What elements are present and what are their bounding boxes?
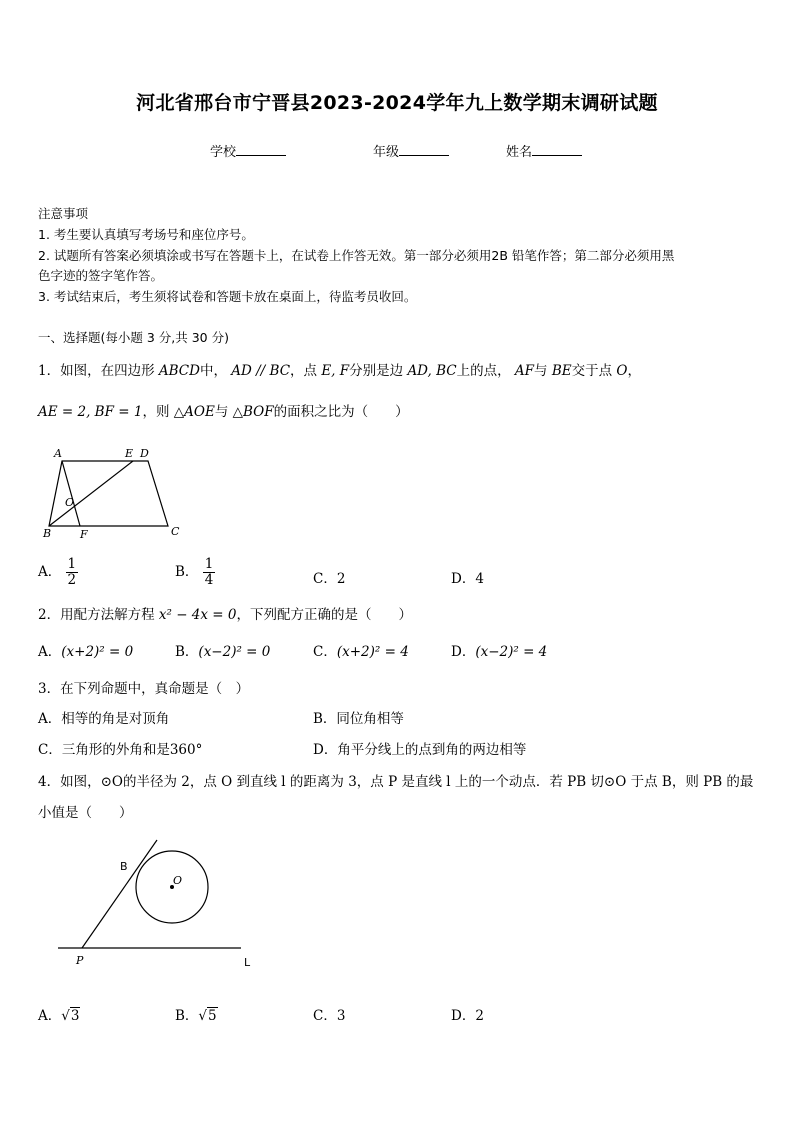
question-1-line-2: AE = 2, BF = 1，则 △AOE与 △BOF的面积之比为（ ）: [38, 404, 409, 420]
school-field[interactable]: [210, 141, 286, 160]
circle-tangent-figure: [45, 830, 275, 975]
label-b: B: [120, 860, 128, 873]
school-label: 学校: [210, 145, 237, 160]
q3-option-a[interactable]: A．相等的角是对顶角: [38, 711, 170, 727]
name-field[interactable]: [506, 141, 582, 160]
q2-option-c[interactable]: C．(x+2)² = 4: [313, 644, 409, 660]
label-b: B: [43, 527, 52, 540]
question-4-line-1: 4．如图，⊙O的半径为 2，点 O 到直线 l 的距离为 3，点 P 是直线 l 上的一个动点．若 PB 切⊙O 于点 B，则 PB 的最: [38, 774, 754, 790]
label-l: L: [244, 956, 251, 969]
note-item-3: 3. 考试结束后，考生须将试卷和答题卡放在桌面上，待监考员收回。: [38, 289, 417, 304]
note-item-1: 1. 考生要认真填写考场号和座位序号。: [38, 227, 254, 242]
label-e: E: [125, 447, 134, 460]
question-1-line-1: 1．如图，在四边形 ABCD中， AD // BC，点 E, F分别是边 AD, BC上的点， AF与 BE交于点 O，: [38, 363, 641, 379]
label-c: C: [171, 525, 180, 538]
q4-option-d[interactable]: D．2: [451, 1008, 484, 1024]
quadrilateral-figure: [35, 440, 195, 545]
q2-option-a[interactable]: A．(x+2)² = 0: [38, 644, 134, 660]
grade-blank[interactable]: [399, 143, 449, 156]
q4-option-b[interactable]: B．√5: [175, 1008, 217, 1024]
label-a: A: [54, 447, 62, 460]
notes-heading: 注意事项: [38, 206, 89, 221]
question-3-stem: 3．在下列命题中，真命题是（ ）: [38, 681, 250, 697]
q3-option-b[interactable]: B．同位角相等: [313, 711, 404, 727]
name-label: 姓名: [506, 145, 533, 160]
label-o: O: [65, 496, 75, 509]
q2-option-d[interactable]: D．(x−2)² = 4: [451, 644, 548, 660]
q3-option-c[interactable]: C．三角形的外角和是360°: [38, 742, 203, 758]
name-blank[interactable]: [532, 143, 582, 156]
q3-option-d[interactable]: D．角平分线上的点到角的两边相等: [313, 742, 527, 758]
note-item-2-cont: 色字迹的签字笔作答。: [38, 268, 164, 283]
q2-option-b[interactable]: B．(x−2)² = 0: [175, 644, 271, 660]
note-item-2: 2. 试题所有答案必须填涂或书写在答题卡上，在试卷上作答无效。第一部分必须用2B 铅笔作答；第二部分必须用黑: [38, 248, 675, 263]
label-o: O: [173, 874, 183, 887]
school-blank[interactable]: [236, 143, 286, 156]
question-2-stem: 2．用配方法解方程 x² − 4x = 0，下列配方正确的是（ ）: [38, 607, 412, 623]
q1-option-a[interactable]: A． $\frac{1}{2}$: [38, 556, 77, 588]
label-f: F: [80, 528, 88, 541]
q4-option-a[interactable]: A．√3: [38, 1008, 80, 1024]
q1-option-d[interactable]: D．4: [451, 571, 484, 587]
q1-option-c[interactable]: C．2: [313, 571, 346, 587]
grade-label: 年级: [373, 145, 400, 160]
page-title: 河北省邢台市宁晋县2023-2024学年九上数学期末调研试题: [136, 92, 658, 114]
q1-option-b[interactable]: B． $\frac{1}{4}$: [175, 556, 214, 588]
label-d: D: [140, 447, 149, 460]
section-heading: 一、选择题(每小题 3 分,共 30 分): [38, 330, 229, 345]
q4-option-c[interactable]: C．3: [313, 1008, 346, 1024]
question-4-line-2: 小值是（ ）: [38, 805, 133, 821]
label-p: P: [76, 954, 84, 967]
grade-field[interactable]: [373, 141, 449, 160]
